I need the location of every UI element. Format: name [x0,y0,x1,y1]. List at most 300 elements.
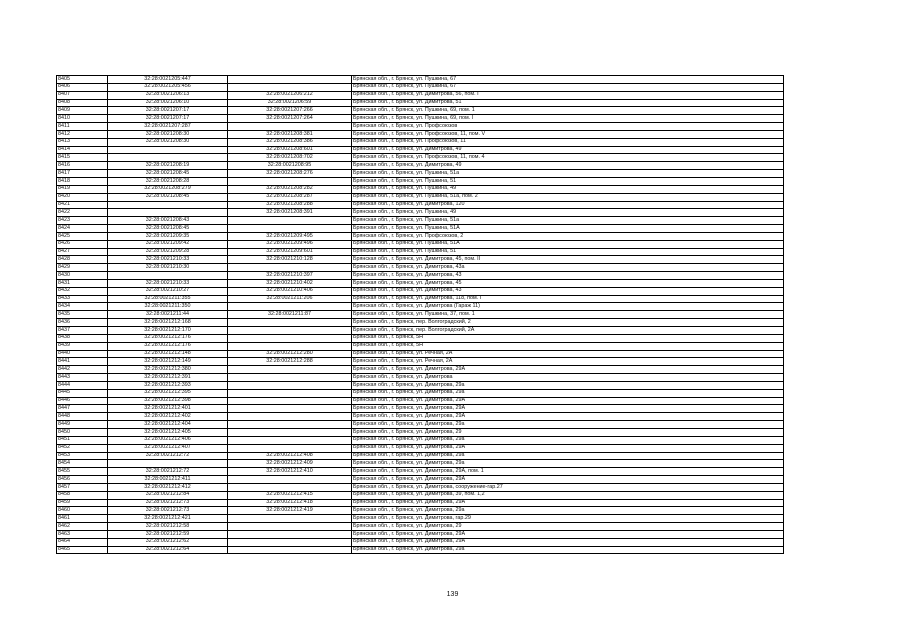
cadastral-number-cell: 32:28:0021206:13 [108,91,228,99]
address-cell: Брянская обл., г. Брянск, ул. Димитрова, 29а [352,436,784,444]
address-cell: Брянская обл., г. Брянск, ул. Димитрова, 29а [352,460,784,468]
object-number-cell: 32:28:0021212:409 [228,460,352,468]
address-cell: Брянская обл., г. Брянск, ул. Пушкина, 67 [352,83,784,91]
table-row [57,350,784,358]
object-number-cell: 32:28:0021212:418 [228,499,352,507]
object-number-cell: 32:28:0021206:59 [228,99,352,107]
address-cell: Брянская обл., г. Брянск, ул. Димитрова, 45 [352,279,784,287]
cadastral-number-cell: 32:28:0021205:447 [108,76,228,84]
table-row [57,413,784,421]
address-cell: Брянская обл., г. Брянск, ул. Димитрова, 39, пом. 1,2 [352,491,784,499]
table-row [57,225,784,233]
address-cell: Брянская обл., г. Брянск, ул. Профсоюзов, 2 [352,232,784,240]
object-number-cell: 32:28:0021212:288 [228,358,352,366]
row-number-cell: 8418 [57,177,108,185]
object-number-cell: 32:28:0021208:391 [228,209,352,217]
row-number-cell: 8458 [57,491,108,499]
object-number-cell: 32:28:0021206:212 [228,91,352,99]
row-number-cell: 8462 [57,523,108,531]
address-cell: Брянская обл., г. Брянск, ул. Димитрова, 29А [352,413,784,421]
cadastral-number-cell: 32:28:0021209:35 [108,232,228,240]
object-number-cell [228,530,352,538]
object-number-cell: 32:28:0021209:496 [228,240,352,248]
cadastral-number-cell: 32:28:0021210:33 [108,279,228,287]
address-cell: Брянская обл., г. Брянск, ул. Димитрова, 29А [352,366,784,374]
cadastral-number-cell: 32:28:0021212:64 [108,546,228,554]
table-row [57,193,784,201]
table-row [57,154,784,162]
address-cell: Брянская обл., г. Брянск, ул. Димитрова, 29А [352,444,784,452]
row-number-cell: 8416 [57,162,108,170]
object-number-cell [228,123,352,131]
cadastral-number-cell: 32:28:0021207:287 [108,123,228,131]
cadastral-number-cell [108,201,228,209]
table-row [57,217,784,225]
object-number-cell: 32:28:0021208:95 [228,162,352,170]
address-cell: Брянская обл., г. Брянск, ул. Пушкина, 51а [352,217,784,225]
address-cell: Брянская обл., г. Брянск, пер. Волгоградский, 2А [352,327,784,335]
object-number-cell [228,217,352,225]
address-cell: Брянская обл., г. Брянск, ул. Димитрова, 29а [352,546,784,554]
address-cell: Брянская обл., г. Брянск, ул. Димитрова, 29А [352,476,784,484]
table-row [57,209,784,217]
cadastral-number-cell: 32:28:0021208:30 [108,138,228,146]
object-number-cell: 32:28:0021212:410 [228,468,352,476]
table-row [57,515,784,523]
object-number-cell: 32:28:0021210:402 [228,279,352,287]
object-number-cell [228,476,352,484]
object-number-cell: 32:28:0021211:87 [228,311,352,319]
table-row [57,76,784,84]
object-number-cell [228,374,352,382]
cadastral-number-cell [108,460,228,468]
row-number-cell: 8451 [57,436,108,444]
object-number-cell [228,397,352,405]
cadastral-number-cell: 32:28:0021212:402 [108,413,228,421]
table-row [57,381,784,389]
table-row [57,483,784,491]
table-row [57,421,784,429]
address-cell: Брянская обл., г. Брянск, ул. Пушкина, 51а, пом. 2 [352,193,784,201]
cadastral-number-cell [108,146,228,154]
table-row [57,460,784,468]
object-number-cell [228,303,352,311]
table-row [57,358,784,366]
table-row [57,334,784,342]
address-cell: Брянская обл., г. Брянск, ул. Пушкина, 51а [352,170,784,178]
row-number-cell: 8420 [57,193,108,201]
object-number-cell [228,483,352,491]
table-row [57,99,784,107]
cadastral-number-cell [108,272,228,280]
object-number-cell: 32:28:0021212:280 [228,350,352,358]
object-number-cell [228,515,352,523]
table-row [57,240,784,248]
cadastral-number-cell: 32:28:0021210:30 [108,264,228,272]
table-row [57,397,784,405]
address-cell: Брянская обл., г. Брянск, ул. Димитрова, 29а [352,452,784,460]
object-number-cell: 32:28:0021211:206 [228,295,352,303]
row-number-cell: 8414 [57,146,108,154]
row-number-cell: 8415 [57,154,108,162]
row-number-cell: 8450 [57,428,108,436]
table-row [57,436,784,444]
cadastral-number-cell: 32:28:0021212:176 [108,334,228,342]
table-row [57,327,784,335]
cadastral-number-cell: 32:28:0021212:176 [108,342,228,350]
cadastral-number-cell: 32:28:0021212:72 [108,452,228,460]
object-number-cell: 32:28:0021212:415 [228,491,352,499]
cadastral-number-cell: 32:28:0021208:45 [108,225,228,233]
cadastral-number-cell: 32:28:0021212:421 [108,515,228,523]
row-number-cell: 8435 [57,311,108,319]
cadastral-number-cell: 32:28:0021212:395 [108,389,228,397]
cadastral-number-cell: 32:28:0021208:28 [108,177,228,185]
table-row [57,428,784,436]
object-number-cell: 32:28:0021208:282 [228,185,352,193]
address-cell: Брянская обл., г. Брянск, ул. Димитрова, 29А, пом. 1 [352,468,784,476]
address-cell: Брянская обл., г. Брянск, ул. Димитрова, гар.29 [352,515,784,523]
table-row [57,232,784,240]
table-row [57,185,784,193]
cadastral-number-cell: 32:28:0021207:17 [108,107,228,115]
row-number-cell: 8452 [57,444,108,452]
row-number-cell: 8437 [57,327,108,335]
row-number-cell: 8440 [57,350,108,358]
table-row [57,201,784,209]
address-cell: Брянская обл., г. Брянск, ул. Димитрова, 29 [352,428,784,436]
table-row [57,546,784,554]
table-row [57,162,784,170]
row-number-cell: 8407 [57,91,108,99]
object-number-cell: 32:28:0021212:408 [228,452,352,460]
row-number-cell: 8406 [57,83,108,91]
object-number-cell: 32:28:0021208:381 [228,130,352,138]
cadastral-number-cell: 32:28:0021209:28 [108,248,228,256]
object-number-cell: 32:28:0021212:419 [228,507,352,515]
cadastral-number-cell: 32:28:0021208:19 [108,162,228,170]
row-number-cell: 8439 [57,342,108,350]
object-number-cell: 32:28:0021208:702 [228,154,352,162]
cadastral-number-cell: 32:28:0021211:355 [108,295,228,303]
row-number-cell: 8434 [57,303,108,311]
address-cell: Брянская обл., г. Брянск, 5Н [352,342,784,350]
object-number-cell [228,444,352,452]
address-cell: Брянская обл., г. Брянск, ул. Димитрова, 49 [352,146,784,154]
row-number-cell: 8421 [57,201,108,209]
object-number-cell [228,334,352,342]
cadastral-number-cell: 32:28:0021212:59 [108,530,228,538]
cadastral-number-cell: 32:28:0021212:391 [108,374,228,382]
row-number-cell: 8454 [57,460,108,468]
address-cell: Брянская обл., г. Брянск, ул. Профсоюзов [352,123,784,131]
address-cell: Брянская обл., г. Брянск, ул. Димитрова, 29А [352,530,784,538]
row-number-cell: 8413 [57,138,108,146]
cadastral-number-cell: 32:28:0021206:10 [108,99,228,107]
object-number-cell [228,177,352,185]
cadastral-number-cell: 32:28:0021212:84 [108,491,228,499]
object-number-cell: 32:28:0021207:266 [228,107,352,115]
table-row [57,107,784,115]
cadastral-number-cell: 32:28:0021212:73 [108,499,228,507]
address-cell: Брянская обл., г. Брянск, ул. Профсоюзов, 11 [352,138,784,146]
row-number-cell: 8426 [57,240,108,248]
object-number-cell: 32:28:0021208:601 [228,146,352,154]
row-number-cell: 8405 [57,76,108,84]
address-cell: Брянская обл., г. Брянск, ул. Димитрова, 56, пом. I [352,91,784,99]
row-number-cell: 8448 [57,413,108,421]
object-number-cell [228,264,352,272]
address-cell: Брянская обл., г. Брянск, ул. Димитрова, 29а [352,507,784,515]
cadastral-number-cell: 32:28:0021205:456 [108,83,228,91]
table-row [57,115,784,123]
table-row [57,444,784,452]
row-number-cell: 8460 [57,507,108,515]
address-cell: Брянская обл., г. Брянск, ул. Профсоюзов, 11, пом. 4 [352,154,784,162]
cadastral-number-cell: 32:28:0021212:411 [108,476,228,484]
object-number-cell [228,83,352,91]
address-cell: Брянская обл., г. Брянск, ул. Димитрова, сооружение-гар.27 [352,483,784,491]
address-cell: Брянская обл., г. Брянск, ул. Димитрова, 29А [352,499,784,507]
table-row [57,538,784,546]
table-row [57,342,784,350]
object-number-cell: 32:28:0021208:386 [228,138,352,146]
address-cell: Брянская обл., г. Брянск, ул. Пушкина, 49 [352,185,784,193]
object-number-cell [228,225,352,233]
table-row [57,491,784,499]
cadastral-number-cell: 32:28:0021209:42 [108,240,228,248]
object-number-cell [228,523,352,531]
object-number-cell: 32:28:0021208:287 [228,193,352,201]
table-row [57,279,784,287]
table-row [57,287,784,295]
address-cell: Брянская обл., г. Брянск, ул. Пушкина, 49 [352,209,784,217]
cadastral-number-cell: 32:28:0021210:33 [108,256,228,264]
address-cell: Брянская обл., г. Брянск, ул. Пушкина, 51А [352,240,784,248]
cadastral-number-cell: 32:28:0021212:407 [108,444,228,452]
address-cell: Брянская обл., г. Брянск, ул. Димитрова, 29А [352,538,784,546]
cadastral-number-cell: 32:28:0021208:45 [108,170,228,178]
table-row [57,295,784,303]
cadastral-number-cell: 32:28:0021212:58 [108,523,228,531]
row-number-cell: 8436 [57,319,108,327]
cadastral-number-cell: 32:28:0021208:279 [108,185,228,193]
object-number-cell [228,546,352,554]
table-row [57,177,784,185]
cadastral-number-cell: 32:28:0021212:406 [108,436,228,444]
cadastral-number-cell: 32:28:0021211:350 [108,303,228,311]
address-cell: Брянская обл., г. Брянск, ул. Пушкина, 69, пом. 1 [352,107,784,115]
row-number-cell: 8409 [57,107,108,115]
cadastral-number-cell [108,209,228,217]
row-number-cell: 8427 [57,248,108,256]
object-number-cell: 32:28:0021208:288 [228,201,352,209]
address-cell: Брянская обл., г. Брянск, ул. Димитрова, 43 [352,272,784,280]
cadastral-number-cell: 32:28:0021208:30 [108,130,228,138]
cadastral-number-cell: 32:28:0021212:73 [108,507,228,515]
row-number-cell: 8453 [57,452,108,460]
row-number-cell: 8408 [57,99,108,107]
address-cell: Брянская обл., г. Брянск, ул. Речная, 2А [352,358,784,366]
row-number-cell: 8443 [57,374,108,382]
address-cell: Брянская обл., г. Брянск, ул. Димитрова, 29А [352,397,784,405]
object-number-cell [228,428,352,436]
row-number-cell: 8423 [57,217,108,225]
object-number-cell: 32:28:0021210:397 [228,272,352,280]
row-number-cell: 8442 [57,366,108,374]
cadastral-number-cell: 32:28:0021212:380 [108,366,228,374]
row-number-cell: 8425 [57,232,108,240]
row-number-cell: 8430 [57,272,108,280]
row-number-cell: 8422 [57,209,108,217]
row-number-cell: 8449 [57,421,108,429]
object-number-cell: 32:28:0021209:495 [228,232,352,240]
address-cell: Брянская обл., г. Брянск, ул. Пушкина, 67 [352,76,784,84]
table-row [57,389,784,397]
object-number-cell: 32:28:0021210:406 [228,287,352,295]
object-number-cell: 32:28:0021210:128 [228,256,352,264]
cadastral-number-cell: 32:28:0021212:170 [108,327,228,335]
cadastral-number-cell: 32:28:0021212:405 [108,428,228,436]
object-number-cell [228,319,352,327]
registry-table-body [57,76,784,554]
address-cell: Брянская обл., г. Брянск, ул. Димитрова, 29 [352,523,784,531]
object-number-cell: 32:28:0021208:276 [228,170,352,178]
table-row [57,311,784,319]
address-cell: Брянская обл., г. Брянск, ул. Димитрова, 118, пом. I [352,295,784,303]
address-cell: Брянская обл., г. Брянск, ул. Профсоюзов, 11, пом. V [352,130,784,138]
cadastral-number-cell: 32:28:0021208:43 [108,217,228,225]
cadastral-number-cell: 32:28:0021212:149 [108,358,228,366]
row-number-cell: 8456 [57,476,108,484]
row-number-cell: 8444 [57,381,108,389]
row-number-cell: 8412 [57,130,108,138]
address-cell: Брянская обл., г. Брянск, ул. Димитрова, 29а [352,421,784,429]
row-number-cell: 8419 [57,185,108,193]
table-row [57,405,784,413]
cadastral-number-cell: 32:28:0021212:398 [108,397,228,405]
row-number-cell: 8446 [57,397,108,405]
table-row [57,146,784,154]
registry-table [56,75,784,554]
address-cell: Брянская обл., г. Брянск, ул. Димитрова, 43 [352,287,784,295]
address-cell: Брянская обл., г. Брянск, ул. Димитрова, 29а [352,389,784,397]
object-number-cell [228,436,352,444]
address-cell: Брянская обл., г. Брянск, ул. Пушкина, 51 [352,177,784,185]
row-number-cell: 8459 [57,499,108,507]
object-number-cell: 32:28:0021209:601 [228,248,352,256]
cadastral-number-cell: 32:28:0021211:44 [108,311,228,319]
table-row [57,530,784,538]
table-row [57,83,784,91]
table-row [57,248,784,256]
address-cell: Брянская обл., г. Брянск, ул. Димитрова [352,374,784,382]
table-row [57,523,784,531]
cadastral-number-cell: 32:28:0021212:72 [108,468,228,476]
row-number-cell: 8455 [57,468,108,476]
address-cell: Брянская обл., г. Брянск, ул. Димитрова, 120 [352,201,784,209]
table-row [57,374,784,382]
row-number-cell: 8433 [57,295,108,303]
cadastral-number-cell: 32:28:0021212:412 [108,483,228,491]
row-number-cell: 8457 [57,483,108,491]
object-number-cell [228,381,352,389]
cadastral-number-cell: 32:28:0021212:168 [108,319,228,327]
table-row [57,319,784,327]
address-cell: Брянская обл., г. Брянск, ул. Димитрова, 51 [352,99,784,107]
table-row [57,507,784,515]
cadastral-number-cell: 32:28:0021212:401 [108,405,228,413]
cadastral-number-cell: 32:28:0021212:148 [108,350,228,358]
table-row [57,256,784,264]
table-row [57,138,784,146]
object-number-cell [228,421,352,429]
object-number-cell: 32:28:0021207:264 [228,115,352,123]
object-number-cell [228,327,352,335]
row-number-cell: 8447 [57,405,108,413]
object-number-cell [228,342,352,350]
object-number-cell [228,76,352,84]
table-row [57,468,784,476]
row-number-cell: 8438 [57,334,108,342]
row-number-cell: 8461 [57,515,108,523]
row-number-cell: 8432 [57,287,108,295]
row-number-cell: 8465 [57,546,108,554]
cadastral-number-cell: 32:28:0021208:45 [108,193,228,201]
cadastral-number-cell: 32:28:0021212:393 [108,381,228,389]
row-number-cell: 8428 [57,256,108,264]
address-cell: Брянская обл., г. Брянск, ул. Пушкина, 69, пом. I [352,115,784,123]
table-row [57,264,784,272]
row-number-cell: 8429 [57,264,108,272]
table-row [57,452,784,460]
table-row [57,272,784,280]
address-cell: Брянская обл., г. Брянск, 5Н [352,334,784,342]
address-cell: Брянская обл., г. Брянск, ул. Пушкина, 51 [352,248,784,256]
table-row [57,130,784,138]
object-number-cell [228,405,352,413]
table-row [57,170,784,178]
object-number-cell [228,366,352,374]
page-number: 139 [446,591,459,598]
row-number-cell: 8424 [57,225,108,233]
address-cell: Брянская обл., г. Брянск, ул. Пушкина, 37, пом. 1 [352,311,784,319]
address-cell: Брянская обл., г. Брянск, ул. Димитрова, 29А [352,405,784,413]
cadastral-number-cell: 32:28:0021210:27 [108,287,228,295]
row-number-cell: 8411 [57,123,108,131]
table-row [57,476,784,484]
address-cell: Брянская обл., г. Брянск, ул. Димитрова (Гараж 11) [352,303,784,311]
cadastral-number-cell: 32:28:0021207:17 [108,115,228,123]
cadastral-number-cell [108,154,228,162]
table-row [57,499,784,507]
row-number-cell: 8464 [57,538,108,546]
address-cell: Брянская обл., г. Брянск, ул. Речная, 2А [352,350,784,358]
row-number-cell: 8463 [57,530,108,538]
cadastral-number-cell: 32:28:0021212:404 [108,421,228,429]
row-number-cell: 8417 [57,170,108,178]
address-cell: Брянская обл., г. Брянск, ул. Димитрова, 29а [352,381,784,389]
address-cell: Брянская обл., г. Брянск, ул. Димитрова, 45, пом. II [352,256,784,264]
row-number-cell: 8441 [57,358,108,366]
row-number-cell: 8431 [57,279,108,287]
address-cell: Брянская обл., г. Брянск, ул. Пушкина, 51А [352,225,784,233]
table-row [57,366,784,374]
object-number-cell [228,389,352,397]
address-cell: Брянская обл., г. Брянск, ул. Димитрова, 49 [352,162,784,170]
table-row [57,123,784,131]
table-row [57,91,784,99]
